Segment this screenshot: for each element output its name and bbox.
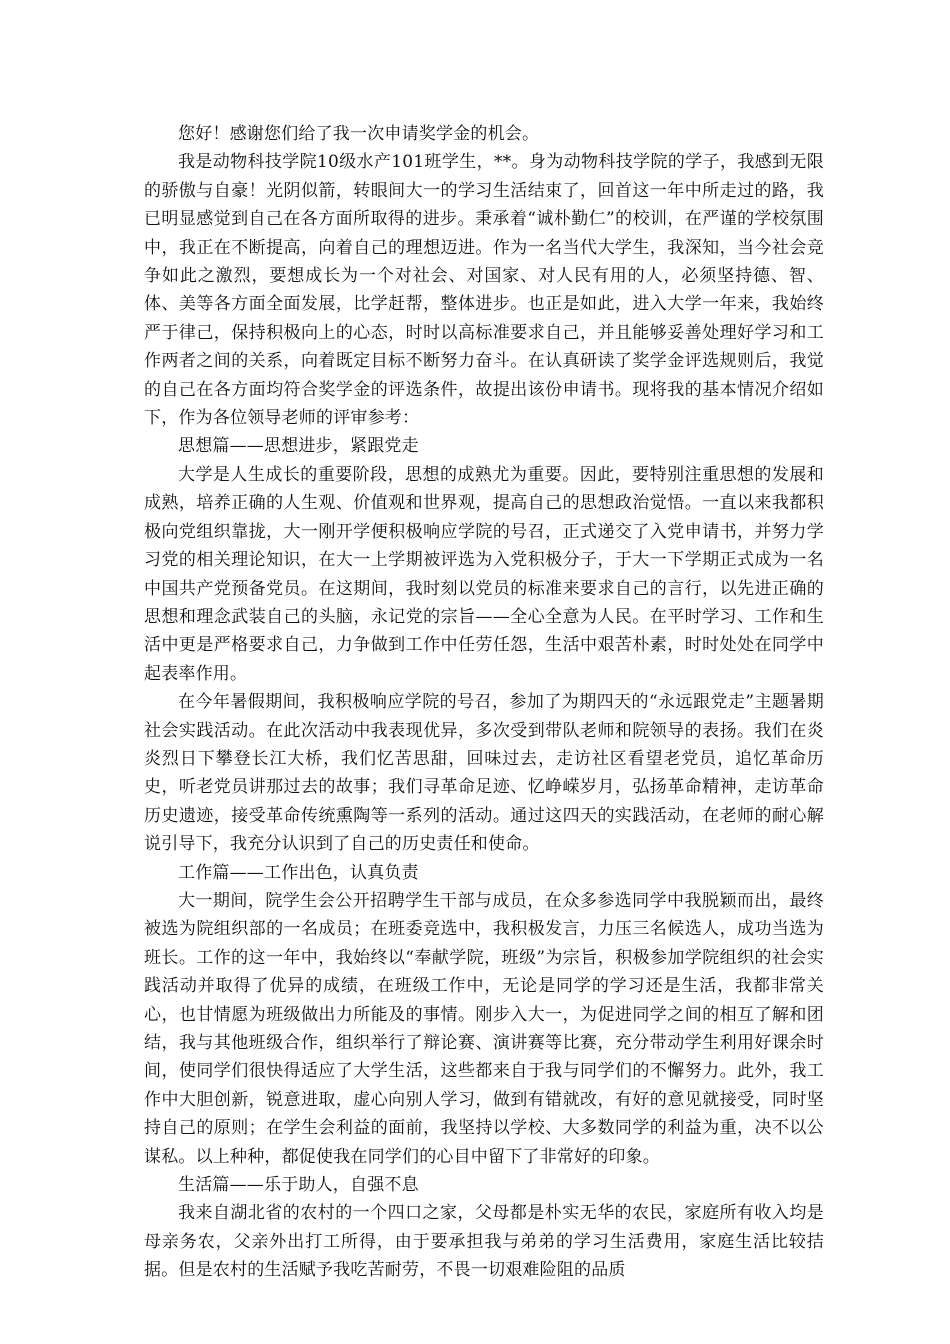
section-heading-work: 工作篇——工作出色，认真负责 — [178, 862, 419, 883]
document-body — [144, 120, 824, 1285]
paragraph-thought-1: 大学是人生成长的重要阶段，思想的成熟尤为重要。因此，要特别注重思想的发展和成熟，培养正确的人生观、价值观和世界观，提高自己的思想政治觉悟。一直以来我都积极向党组织靠拢，大一刚开学便积极响应学院的号召，正式递交了入党申请书，并努力学习党的相关理论知识，在大一上学期被评选为入党积极分子，于大一下学期正式成为一名中国共产党预备党员。在这期间，我时刻以党员的标准来要求自己的言行，以先进正确的思想和理念武装自己的头脑，永记党的宗旨——全心全意为人民。在平时学习、工作和生活中更是严格要求自己，力争做到工作中任劳任怨，生活中艰苦朴素，时时处处在同学中起表率作用。 — [144, 464, 824, 684]
paragraph-life: 我来自湖北省的农村的一个四口之家，父母都是朴实无华的农民，家庭所有收入均是母亲务农，父亲外出打工所得，由于要承担我与弟弟的学习生活费用，家庭生活比较拮据。但是农村的生活赋予我吃苦耐劳，不畏一切艰难险阻的品质 — [144, 1203, 824, 1281]
section-heading-thought: 思想篇——思想进步，紧跟党走 — [178, 436, 419, 457]
paragraph-thought-2: 在今年暑假期间，我积极响应学院的号召，参加了为期四天的“永远跟党走”主题暑期社会实践活动。在此次活动中我表现优异，多次受到带队老师和院领导的表扬。我们在炎炎烈日下攀登长江大桥，我们忆苦思甜，回味过去，走访社区看望老党员，追忆革命历史，听老党员讲那过去的故事；我们寻革命足迹、忆峥嵘岁月，弘扬革命精神，走访革命历史遗迹，接受革命传统熏陶等一系列的活动。通过这四天的实践活动，在老师的耐心解说引导下，我充分认识到了自己的历史责任和使命。 — [144, 692, 824, 855]
paragraph-greeting: 您好！感谢您们给了我一次申请奖学金的机会。 — [178, 124, 540, 144]
paragraph-introduction: 我是动物科技学院10级水产101班学生，**。身为动物科技学院的学子，我感到无限的骄傲与自豪！光阴似箭，转眼间大一的学习生活结束了，回首这一年中所走过的路，我已明显感觉到自己在各方面所取得的进步。秉承着“诚朴勤仁”的校训，在严谨的学校氛围中，我正在不断提高，向着自己的理想迈进。作为一名当代大学生，我深知，当今社会竞争如此之激烈，要想成长为一个对社会、对国家、对人民有用的人，必须坚持德、智、体、美等各方面全面发展，比学赶帮，整体进步。也正是如此，进入大学一年来，我始终严于律己，保持积极向上的心态，时时以高标准要求自己，并且能够妥善处理好学习和工作两者之间的关系，向着既定目标不断努力奋斗。在认真研读了奖学金评选规则后，我觉的自己在各方面均符合奖学金的评选条件，故提出该份申请书。现将我的基本情况介绍如下，作为各位领导老师的评审参考： — [144, 152, 824, 429]
paragraph-work: 大一期间，院学生会公开招聘学生干部与成员，在众多参选同学中我脱颖而出，最终被选为院组织部的一名成员；在班委竞选中，我积极发言，力压三名候选人，成功当选为班长。工作的这一年中，我始终以“奉献学院，班级”为宗旨，积极参加学院组织的社会实践活动并取得了优异的成绩，在班级工作中，无论是同学的学习还是生活，我都非常关心，也甘情愿为班级做出力所能及的事情。刚步入大一，为促进同学之间的相互了解和团结，我与其他班级合作，组织举行了辩论赛、演讲赛等比赛，充分带动学生利用好课余时间，使同学们很快得适应了大学生活，这些都来自于我与同学们的不懈努力。此外，我工作中大胆创新，锐意进取，虚心向别人学习，做到有错就改，有好的意见就接受，同时坚持自己的原则；在学生会利益的面前，我坚持以学校、大多数同学的利益为重，决不以公谋私。以上种种，都促使我在同学们的心目中留下了非常好的印象。 — [144, 890, 824, 1167]
section-heading-life: 生活篇——乐于助人，自强不息 — [178, 1175, 419, 1196]
